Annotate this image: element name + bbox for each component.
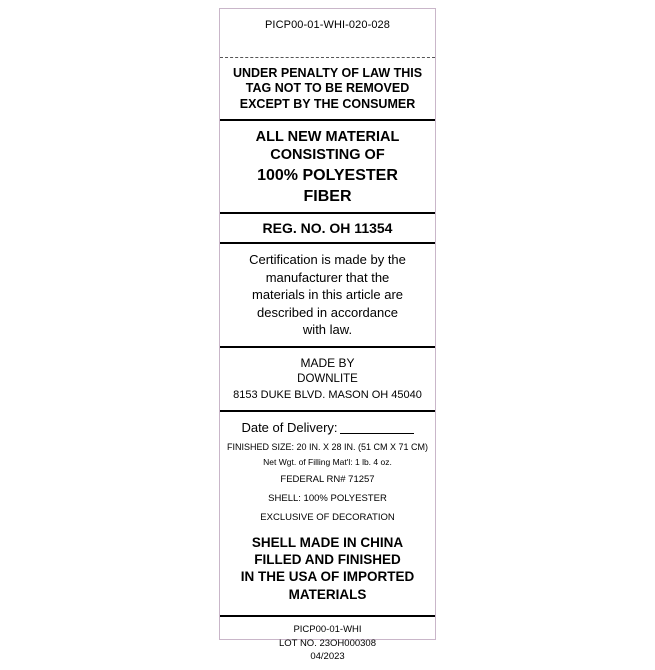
manufacturer-block	[220, 348, 435, 412]
certification-line-3: materials in this article are	[252, 287, 403, 303]
finished-size: FINISHED SIZE: 20 IN. X 28 IN. (51 CM X 71 CM)	[226, 441, 429, 452]
registration-number: REG. NO. OH 11354	[220, 214, 435, 244]
penalty-line-2: TAG NOT TO BE REMOVED	[245, 81, 410, 96]
origin-line-4: MATERIALS	[288, 586, 367, 602]
certification-line-2: manufacturer that the	[265, 269, 390, 285]
penalty-line-3: EXCEPT BY THE CONSUMER	[239, 96, 416, 111]
certification-line-1: Certification is made by the	[249, 252, 406, 268]
penalty-line-1: UNDER PENALTY OF LAW THIS	[232, 66, 423, 80]
made-by-heading: MADE BY	[300, 356, 355, 371]
origin-line-2: FILLED AND FINISHED	[254, 552, 401, 568]
top-product-code: PICP00-01-WHI-020-028	[220, 9, 435, 58]
footer-block	[220, 617, 435, 670]
federal-rn: FEDERAL RN# 71257	[280, 474, 375, 486]
manufacturer-address: 8153 DUKE BLVD. MASON OH 45040	[233, 388, 422, 401]
manufacturer-name: DOWNLITE	[297, 372, 358, 385]
material-line-3: 100% POLYESTER	[257, 167, 398, 184]
certification-line-4: described in accordance	[257, 304, 398, 320]
law-label-card	[219, 8, 436, 663]
material-line-2: CONSISTING OF	[270, 146, 385, 163]
origin-line-3: IN THE USA OF IMPORTED	[240, 569, 415, 585]
date-of-delivery-row	[226, 420, 429, 435]
footer-lot-number: LOT NO. 23OH000308	[279, 637, 376, 649]
material-line-4: FIBER	[303, 188, 352, 206]
certification-statement	[220, 244, 435, 348]
exclusive-of-decoration: EXCLUSIVE OF DECORATION	[260, 511, 395, 523]
date-of-delivery-label: Date of Delivery:	[241, 419, 338, 435]
penalty-notice	[220, 58, 435, 121]
origin-statement	[226, 532, 429, 611]
footer-date: 04/2023	[310, 651, 345, 663]
net-weight: Net Wgt. of Filling Mat'l: 1 lb. 4 oz.	[263, 457, 392, 468]
certification-line-5: with law.	[302, 322, 353, 337]
details-block	[220, 412, 435, 617]
material-content	[220, 121, 435, 215]
footer-sku: PICP00-01-WHI	[293, 623, 362, 635]
origin-line-1: SHELL MADE IN CHINA	[251, 534, 404, 550]
material-line-1: ALL NEW MATERIAL	[255, 128, 400, 145]
date-of-delivery-blank[interactable]	[340, 433, 414, 434]
shell-composition: SHELL: 100% POLYESTER	[268, 493, 387, 505]
